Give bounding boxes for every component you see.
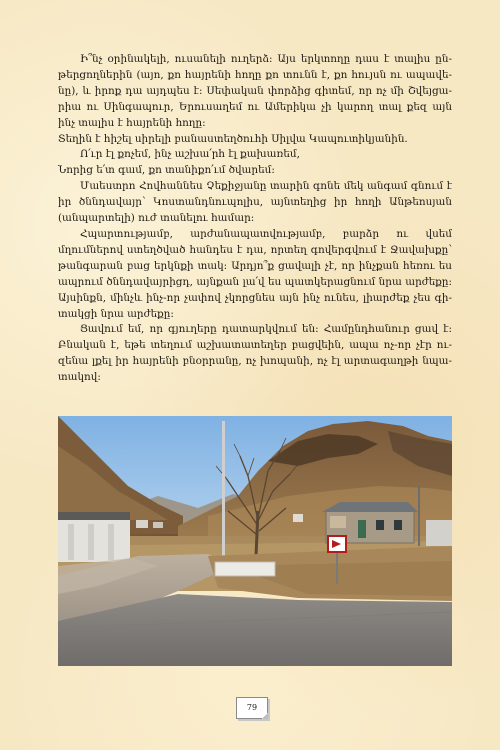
village-photo: [58, 416, 452, 666]
verse-line-1: Ո՛ւր էլ քոչեմ, ինչ աշխա՛րհ էլ քախառեմ,: [80, 148, 300, 161]
concrete-block: [215, 562, 275, 576]
paragraph-4: Հպարտությամբ, արժանապատվությամբ, բարձր ու վսեմ մղումներով ստեղծված հանդես է դա, որտեղ գովերգվում է Ջավախքը՝ թանգարան բաց երկնքի տակ: Արդյո՞ք ցավալի չէ, որ ինչքան հեռու ես ապրում ծննդավայրիցդ, այնքան լա՛վ ես պատկերացնում նրա արժեքը: Այսինքն, մինչև ինչ-որ չափով չկորցնես այն ինչ ունես, լիարժեք չես գիտակցի նրա արժեքը:: [58, 227, 452, 320]
pole: [222, 421, 225, 556]
paragraph-2: Տեղին է հիշել սիրելի բանաստեղծուհի Սիլվա Կապուտիկյանին.: [58, 132, 408, 145]
paragraph-1: Ի՞նչ օրինակելի, ուսանելի ուղերձ: Այս երկտողը դաս է տալիս ընթերցողներին (այո, քո հայրենի հողը քո տունն է, քո հույսն ու ապավենը), և իրոք դա այդպես է: Սեփական փորձից գիտեմ, որ ոչ մի Շվեյցարիա ու Սինգապուր, Երուսաղեմ ու Ամերիկա չի կարող տալ քեզ այն ինչ տալիս է հայրենի հողը:: [58, 53, 452, 129]
paragraph-3: Մաեստրո Հովհաննես Չեքիջյանը տարին գոնե մեկ անգամ գնում է իր ծննդավայր՝ Կոստանդնուպոլիս, այնտեղից իր հողի Անթեոսյան (անպարտելի) ուժ տանելու համար:: [58, 180, 452, 225]
paragraph-5: Ցավում եմ, որ գյուղերը դատարկվում են: Համընդհանուր ցավ է: Բնական է, եթե տեղում աշխատատեղեր բացվեին, ապա ոչ-որ չէր ուզենա լքել իր հայրենի բնօրրանը, ոչ խոպանի, ոչ էլ արտագաղթի նպատակով:: [58, 323, 452, 384]
body-text: [58, 52, 452, 386]
page-number: 79: [236, 697, 268, 719]
verse-line-2: Նորից ե՛տ գամ, քո տանիքո՛ւմ ծվարեմ:: [58, 164, 275, 177]
